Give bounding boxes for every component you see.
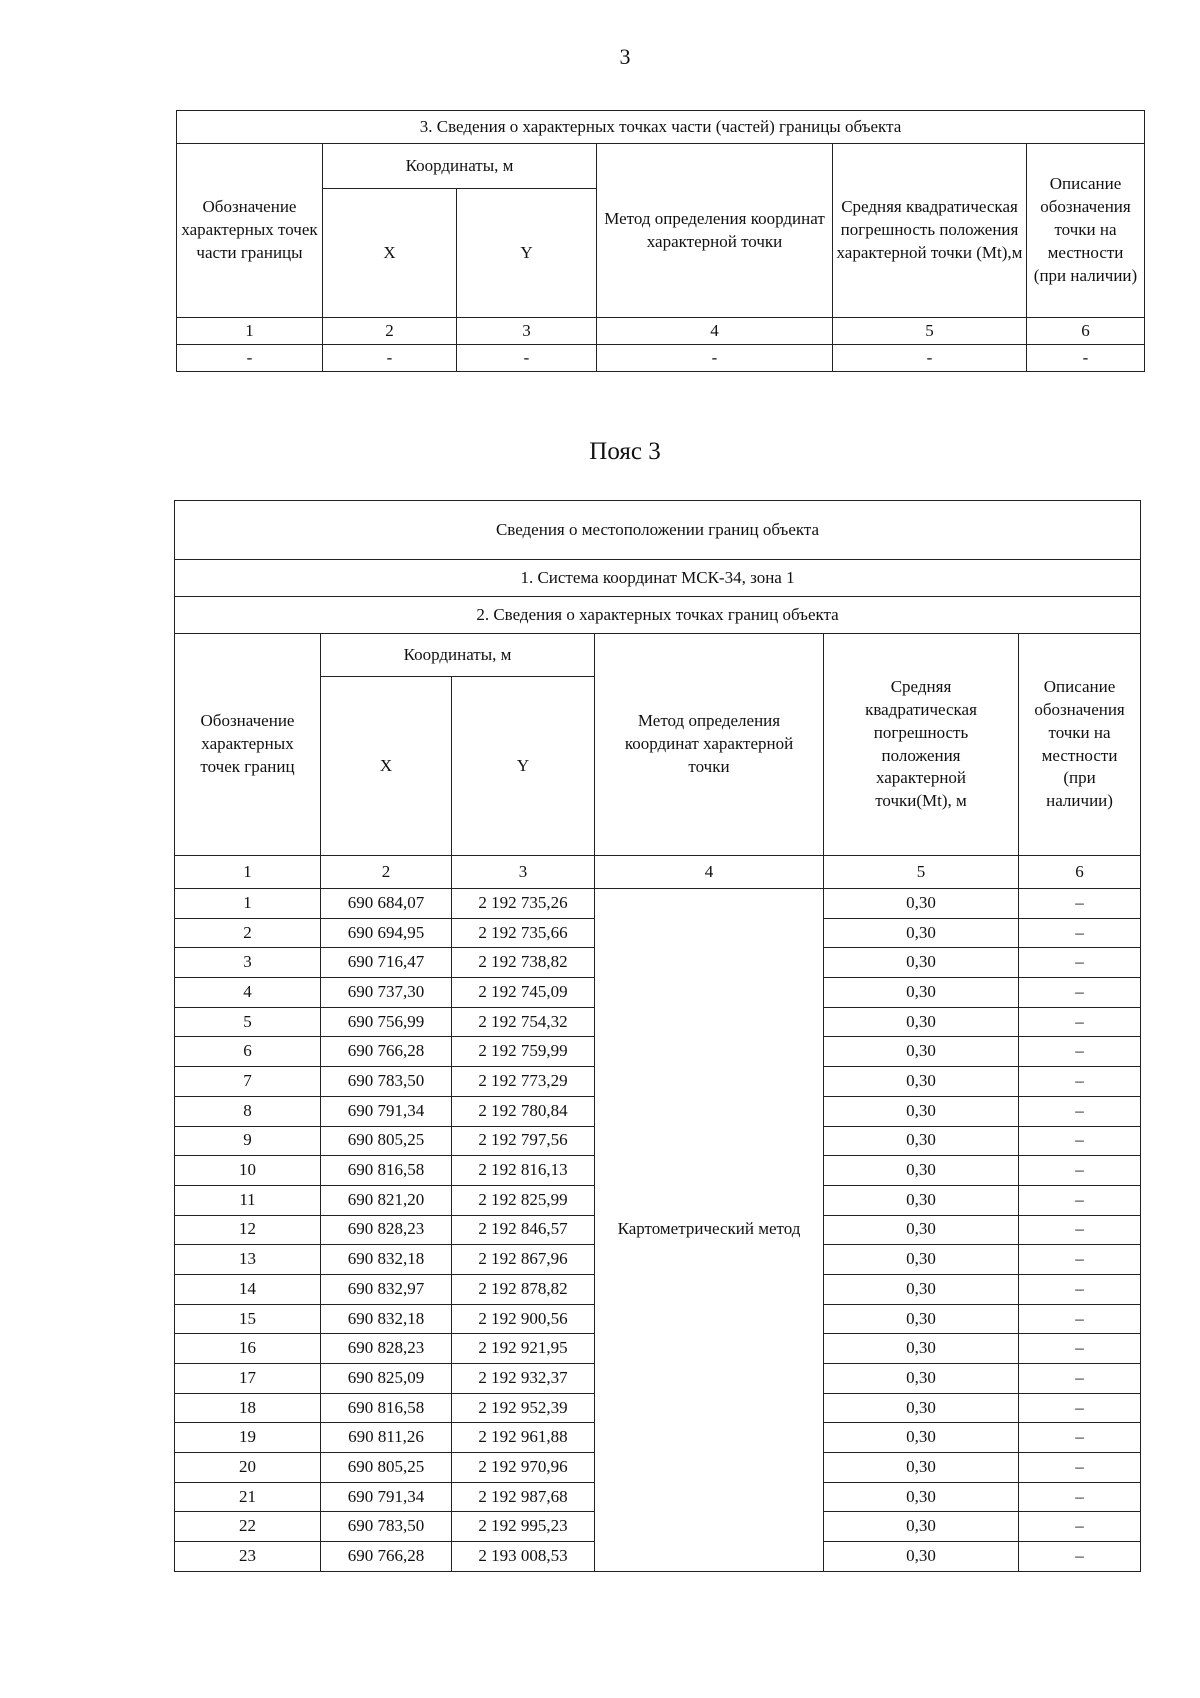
y-coordinate-cell: 2 192 735,66 bbox=[452, 918, 595, 948]
y-coordinate-cell: 2 192 867,96 bbox=[452, 1245, 595, 1275]
description-cell: – bbox=[1019, 1364, 1141, 1394]
y-coordinate-cell: 2 192 759,99 bbox=[452, 1037, 595, 1067]
table1-col-desc: Описание обозначения точки на местности (при наличии) bbox=[1027, 144, 1145, 318]
x-coordinate-cell: 690 756,99 bbox=[321, 1007, 452, 1037]
point-number-cell: 5 bbox=[175, 1007, 321, 1037]
x-coordinate-cell: 690 783,50 bbox=[321, 1067, 452, 1097]
y-coordinate-cell: 2 192 961,88 bbox=[452, 1423, 595, 1453]
table2-colnum: 2 bbox=[321, 856, 452, 889]
error-cell: 0,30 bbox=[824, 918, 1019, 948]
description-cell: – bbox=[1019, 1007, 1141, 1037]
description-cell: – bbox=[1019, 889, 1141, 919]
description-cell: – bbox=[1019, 1393, 1141, 1423]
x-coordinate-cell: 690 783,50 bbox=[321, 1512, 452, 1542]
x-coordinate-cell: 690 694,95 bbox=[321, 918, 452, 948]
table2-col-desc-text: Описание обозначения точки на местности (при наличии) bbox=[1034, 676, 1125, 811]
y-coordinate-cell: 2 192 900,56 bbox=[452, 1304, 595, 1334]
error-cell: 0,30 bbox=[824, 948, 1019, 978]
table2-col-point bbox=[175, 634, 321, 856]
error-cell: 0,30 bbox=[824, 1096, 1019, 1126]
description-cell: – bbox=[1019, 1512, 1141, 1542]
table2-col-coords: Координаты, м bbox=[321, 634, 595, 677]
table1-col-x: X bbox=[323, 189, 457, 318]
error-cell: 0,30 bbox=[824, 1512, 1019, 1542]
point-number-cell: 1 bbox=[175, 889, 321, 919]
x-coordinate-cell: 690 816,58 bbox=[321, 1156, 452, 1186]
x-coordinate-cell: 690 791,34 bbox=[321, 1096, 452, 1126]
description-cell: – bbox=[1019, 1185, 1141, 1215]
table1-col-point: Обозначение характерных точек части границы bbox=[177, 144, 323, 318]
table2-col-error-text: Средняя квадратическая погрешность положения характерной точки(Mt), м bbox=[865, 676, 977, 811]
x-coordinate-cell: 690 832,18 bbox=[321, 1304, 452, 1334]
table2-col-y: Y bbox=[452, 677, 595, 856]
point-number-cell: 20 bbox=[175, 1453, 321, 1483]
x-coordinate-cell: 690 766,28 bbox=[321, 1542, 452, 1572]
description-cell: – bbox=[1019, 1215, 1141, 1245]
point-number-cell: 14 bbox=[175, 1274, 321, 1304]
error-cell: 0,30 bbox=[824, 1482, 1019, 1512]
error-cell: 0,30 bbox=[824, 1334, 1019, 1364]
method-cell: Картометрический метод bbox=[595, 889, 824, 1572]
x-coordinate-cell: 690 805,25 bbox=[321, 1126, 452, 1156]
description-cell: – bbox=[1019, 1482, 1141, 1512]
table2-band-title bbox=[175, 501, 1141, 560]
x-coordinate-cell: 690 821,20 bbox=[321, 1185, 452, 1215]
section-title: Пояс 3 bbox=[589, 438, 661, 465]
x-coordinate-cell: 690 828,23 bbox=[321, 1334, 452, 1364]
y-coordinate-cell: 2 192 816,13 bbox=[452, 1156, 595, 1186]
error-cell: 0,30 bbox=[824, 1037, 1019, 1067]
x-coordinate-cell: 690 811,26 bbox=[321, 1423, 452, 1453]
table2-colnum: 5 bbox=[824, 856, 1019, 889]
y-coordinate-cell: 2 193 008,53 bbox=[452, 1542, 595, 1572]
description-cell: – bbox=[1019, 918, 1141, 948]
description-cell: – bbox=[1019, 1156, 1141, 1186]
table1-empty-cell: - bbox=[833, 345, 1027, 372]
table1-colnum: 2 bbox=[323, 318, 457, 345]
table1-colnum: 3 bbox=[457, 318, 597, 345]
table2-col-method-text: Метод определения координат характерной точки bbox=[624, 711, 794, 776]
table1-title: 3. Сведения о характерных точках части (частей) границы объекта bbox=[177, 111, 1145, 144]
boundary-points-table bbox=[174, 500, 1141, 1572]
table2-coordinate-system: 1. Система координат МСК-34, зона 1 bbox=[175, 560, 1141, 597]
error-cell: 0,30 bbox=[824, 1423, 1019, 1453]
table1-col-y: Y bbox=[457, 189, 597, 318]
x-coordinate-cell: 690 737,30 bbox=[321, 978, 452, 1008]
error-cell: 0,30 bbox=[824, 1453, 1019, 1483]
y-coordinate-cell: 2 192 738,82 bbox=[452, 948, 595, 978]
point-number-cell: 3 bbox=[175, 948, 321, 978]
description-cell: – bbox=[1019, 1096, 1141, 1126]
x-coordinate-cell: 690 832,18 bbox=[321, 1245, 452, 1275]
table1-empty-cell: - bbox=[1027, 345, 1145, 372]
y-coordinate-cell: 2 192 970,96 bbox=[452, 1453, 595, 1483]
table1-colnum: 5 bbox=[833, 318, 1027, 345]
point-number-cell: 16 bbox=[175, 1334, 321, 1364]
point-number-cell: 12 bbox=[175, 1215, 321, 1245]
table1-colnum: 6 bbox=[1027, 318, 1145, 345]
table1-empty-cell: - bbox=[457, 345, 597, 372]
error-cell: 0,30 bbox=[824, 1393, 1019, 1423]
point-number-cell: 2 bbox=[175, 918, 321, 948]
y-coordinate-cell: 2 192 825,99 bbox=[452, 1185, 595, 1215]
x-coordinate-cell: 690 716,47 bbox=[321, 948, 452, 978]
table2-band-title-text: Сведения о местоположении границ объекта bbox=[495, 519, 820, 539]
y-coordinate-cell: 2 192 846,57 bbox=[452, 1215, 595, 1245]
table1-empty-cell: - bbox=[177, 345, 323, 372]
description-cell: – bbox=[1019, 1037, 1141, 1067]
y-coordinate-cell: 2 192 952,39 bbox=[452, 1393, 595, 1423]
table1-col-method: Метод определения координат характерной точки bbox=[597, 144, 833, 318]
point-number-cell: 8 bbox=[175, 1096, 321, 1126]
point-number-cell: 9 bbox=[175, 1126, 321, 1156]
table2-col-error bbox=[824, 634, 1019, 856]
table1-empty-cell: - bbox=[597, 345, 833, 372]
table1-colnum: 4 bbox=[597, 318, 833, 345]
x-coordinate-cell: 690 805,25 bbox=[321, 1453, 452, 1483]
y-coordinate-cell: 2 192 932,37 bbox=[452, 1364, 595, 1394]
y-coordinate-cell: 2 192 921,95 bbox=[452, 1334, 595, 1364]
x-coordinate-cell: 690 825,09 bbox=[321, 1364, 452, 1394]
x-coordinate-cell: 690 828,23 bbox=[321, 1215, 452, 1245]
x-coordinate-cell: 690 684,07 bbox=[321, 889, 452, 919]
point-number-cell: 18 bbox=[175, 1393, 321, 1423]
x-coordinate-cell: 690 832,97 bbox=[321, 1274, 452, 1304]
error-cell: 0,30 bbox=[824, 1007, 1019, 1037]
description-cell: – bbox=[1019, 1304, 1141, 1334]
error-cell: 0,30 bbox=[824, 1126, 1019, 1156]
y-coordinate-cell: 2 192 797,56 bbox=[452, 1126, 595, 1156]
table2-colnum: 4 bbox=[595, 856, 824, 889]
description-cell: – bbox=[1019, 1542, 1141, 1572]
point-number-cell: 10 bbox=[175, 1156, 321, 1186]
description-cell: – bbox=[1019, 1245, 1141, 1275]
y-coordinate-cell: 2 192 754,32 bbox=[452, 1007, 595, 1037]
point-number-cell: 19 bbox=[175, 1423, 321, 1453]
y-coordinate-cell: 2 192 780,84 bbox=[452, 1096, 595, 1126]
error-cell: 0,30 bbox=[824, 1542, 1019, 1572]
error-cell: 0,30 bbox=[824, 1067, 1019, 1097]
table2-col-method bbox=[595, 634, 824, 856]
point-number-cell: 7 bbox=[175, 1067, 321, 1097]
description-cell: – bbox=[1019, 1453, 1141, 1483]
table2-rows bbox=[175, 889, 1141, 1572]
y-coordinate-cell: 2 192 987,68 bbox=[452, 1482, 595, 1512]
error-cell: 0,30 bbox=[824, 1245, 1019, 1275]
error-cell: 0,30 bbox=[824, 1364, 1019, 1394]
point-number-cell: 15 bbox=[175, 1304, 321, 1334]
point-number-cell: 21 bbox=[175, 1482, 321, 1512]
error-cell: 0,30 bbox=[824, 1215, 1019, 1245]
table2-colnum: 3 bbox=[452, 856, 595, 889]
table2-col-x: X bbox=[321, 677, 452, 856]
part-boundary-points-table bbox=[176, 110, 1145, 372]
point-number-cell: 11 bbox=[175, 1185, 321, 1215]
description-cell: – bbox=[1019, 948, 1141, 978]
description-cell: – bbox=[1019, 1274, 1141, 1304]
table2-col-desc bbox=[1019, 634, 1141, 856]
table2-colnum: 1 bbox=[175, 856, 321, 889]
error-cell: 0,30 bbox=[824, 978, 1019, 1008]
error-cell: 0,30 bbox=[824, 1304, 1019, 1334]
y-coordinate-cell: 2 192 878,82 bbox=[452, 1274, 595, 1304]
point-number-cell: 23 bbox=[175, 1542, 321, 1572]
table1-col-coords: Координаты, м bbox=[323, 144, 597, 189]
y-coordinate-cell: 2 192 995,23 bbox=[452, 1512, 595, 1542]
table2-col-point-text: Обозначение характерных точек границ bbox=[200, 711, 295, 776]
x-coordinate-cell: 690 791,34 bbox=[321, 1482, 452, 1512]
point-number-cell: 17 bbox=[175, 1364, 321, 1394]
error-cell: 0,30 bbox=[824, 1185, 1019, 1215]
error-cell: 0,30 bbox=[824, 889, 1019, 919]
description-cell: – bbox=[1019, 978, 1141, 1008]
x-coordinate-cell: 690 816,58 bbox=[321, 1393, 452, 1423]
description-cell: – bbox=[1019, 1126, 1141, 1156]
error-cell: 0,30 bbox=[824, 1156, 1019, 1186]
description-cell: – bbox=[1019, 1067, 1141, 1097]
point-number-cell: 13 bbox=[175, 1245, 321, 1275]
y-coordinate-cell: 2 192 773,29 bbox=[452, 1067, 595, 1097]
y-coordinate-cell: 2 192 735,26 bbox=[452, 889, 595, 919]
table1-colnum: 1 bbox=[177, 318, 323, 345]
y-coordinate-cell: 2 192 745,09 bbox=[452, 978, 595, 1008]
table-row bbox=[175, 889, 1141, 919]
table2-subtitle: 2. Сведения о характерных точках границ объекта bbox=[175, 597, 1141, 634]
table2-colnum: 6 bbox=[1019, 856, 1141, 889]
description-cell: – bbox=[1019, 1423, 1141, 1453]
point-number-cell: 6 bbox=[175, 1037, 321, 1067]
point-number-cell: 4 bbox=[175, 978, 321, 1008]
x-coordinate-cell: 690 766,28 bbox=[321, 1037, 452, 1067]
point-number-cell: 22 bbox=[175, 1512, 321, 1542]
table1-col-error: Средняя квадратическая погрешность положения характерной точки (Mt),м bbox=[833, 144, 1027, 318]
error-cell: 0,30 bbox=[824, 1274, 1019, 1304]
table1-empty-cell: - bbox=[323, 345, 457, 372]
description-cell: – bbox=[1019, 1334, 1141, 1364]
page-number: 3 bbox=[619, 44, 631, 69]
